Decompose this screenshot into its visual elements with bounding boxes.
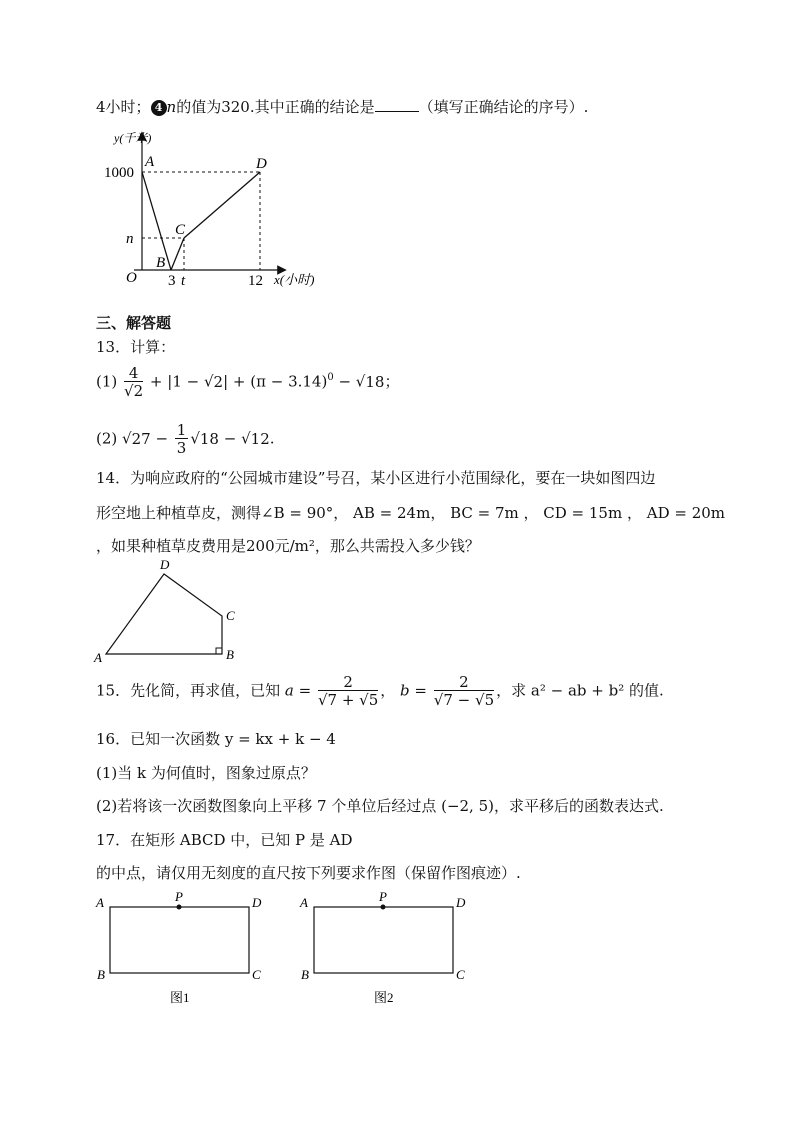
point-c-label: C xyxy=(175,222,186,238)
section-title: 三、解答题 xyxy=(96,314,172,332)
q13-p2-label: (2) xyxy=(96,429,118,448)
q12-middle: 的值为320.其中正确的结论是 xyxy=(176,98,375,116)
q13-title: 13．计算： xyxy=(96,338,176,356)
segment-bc xyxy=(171,238,184,270)
y-axis-label: y(千米) xyxy=(114,131,152,145)
fig1-d: D xyxy=(252,895,262,910)
var-b: b = xyxy=(400,681,427,700)
fig1-p: P xyxy=(175,889,183,904)
fig2-d: D xyxy=(456,895,466,910)
q12-suffix: （填写正确结论的序号）. xyxy=(418,98,589,116)
right-angle-mark xyxy=(216,648,222,654)
q14-line1: 14．为响应政府的“公园城市建设”号召，某小区进行小范围绿化，要在一块如图四边 xyxy=(96,469,656,487)
answer-blank[interactable] xyxy=(375,97,419,112)
rectangle-figures xyxy=(90,885,480,1015)
x-tick-12: 12 xyxy=(248,273,263,289)
fig2-c: C xyxy=(456,967,465,982)
q13-part1: (1) $\frac{4}{√2}$ + $|1 - √2| + (\pi - 3.14)^0 - √18$； xyxy=(96,364,400,400)
label-c: C xyxy=(226,608,235,623)
q15-line: 15．先化简，再求值，已知 a = $\frac{2}{√7 + √5}$ ， b = $\frac{2}{√7 - √5}$ ，求 a² − ab + b² 的值. xyxy=(96,673,664,709)
point-a-label: A xyxy=(145,154,155,170)
q16-line1: 16．已知一次函数 y = kx + k − 4 xyxy=(96,730,336,748)
point-b-label: B xyxy=(156,255,166,271)
q12-n-var: n xyxy=(166,98,177,116)
fraction-b: $\frac{2}{√7 - √5}$ xyxy=(433,673,495,709)
q15-prefix: 15．先化简，再求值，已知 xyxy=(96,681,281,700)
q16-line2: (1)当 k 为何值时，图象过原点？ xyxy=(96,764,316,782)
fig1-b: B xyxy=(97,967,105,982)
distance-time-graph xyxy=(96,126,346,291)
q17-line1: 17．在矩形 ABCD 中，已知 P 是 AD xyxy=(96,831,353,849)
fraction-a: $\frac{2}{√7 + √5}$ xyxy=(317,673,379,709)
quadrilateral-abcd xyxy=(106,574,222,654)
q13-part2: (2) √27 − $\frac{1}{3}$ √18 − √12. xyxy=(96,421,275,457)
fig1-caption: 图1 xyxy=(170,990,190,1005)
label-b: B xyxy=(226,647,234,662)
point-p-fig2 xyxy=(381,905,386,910)
fraction-one-third: $\frac{1}{3}$ xyxy=(176,421,187,457)
x-tick-3: 3 xyxy=(168,273,176,289)
x-axis-label: x(小时) xyxy=(274,272,315,287)
q15-expr: ，求 a² − ab + b² 的值. xyxy=(496,681,664,700)
fig2-p: P xyxy=(379,889,387,904)
fig2-a: A xyxy=(300,895,308,910)
q12-tail-line xyxy=(96,96,588,117)
fig2-b: B xyxy=(301,967,309,982)
x-tick-t: t xyxy=(181,273,186,289)
rect-fig1 xyxy=(110,907,249,973)
quadrilateral-figure xyxy=(90,556,250,666)
var-a: a = xyxy=(284,681,312,700)
q14-line2: 形空地上种植草皮，测得∠B = 90°， AB = 24m， BC = 7m ， CD = 15m ， AD = 20m xyxy=(96,504,726,522)
label-a: A xyxy=(94,650,102,665)
q17-line2: 的中点，请仅用无刻度的直尺按下列要求作图（保留作图痕迹）. xyxy=(96,864,521,882)
circled-number-icon: 4 xyxy=(151,100,167,116)
point-d-label: D xyxy=(256,156,267,172)
segment-cd xyxy=(184,172,260,238)
y-tick-n: n xyxy=(126,231,134,247)
q12-prefix: 4小时； xyxy=(96,98,151,116)
q16-line3: (2)若将该一次函数图象向上平移 7 个单位后经过点 (−2, 5)，求平移后的函数表达式. xyxy=(96,797,664,815)
fraction-4-over-root2: $\frac{4}{√2}$ xyxy=(124,364,144,400)
rect-fig2 xyxy=(314,907,453,973)
fig1-c: C xyxy=(252,967,261,982)
q14-line3: ，如果种植草皮费用是200元/m²，那么共需投入多少钱？ xyxy=(96,537,480,555)
label-d: D xyxy=(160,557,170,572)
q13-p1-label: (1) xyxy=(96,372,118,391)
fig2-caption: 图2 xyxy=(374,990,394,1005)
fig1-a: A xyxy=(96,895,104,910)
point-p-fig1 xyxy=(177,905,182,910)
origin-label: O xyxy=(126,270,137,286)
y-tick-1000: 1000 xyxy=(104,165,134,181)
